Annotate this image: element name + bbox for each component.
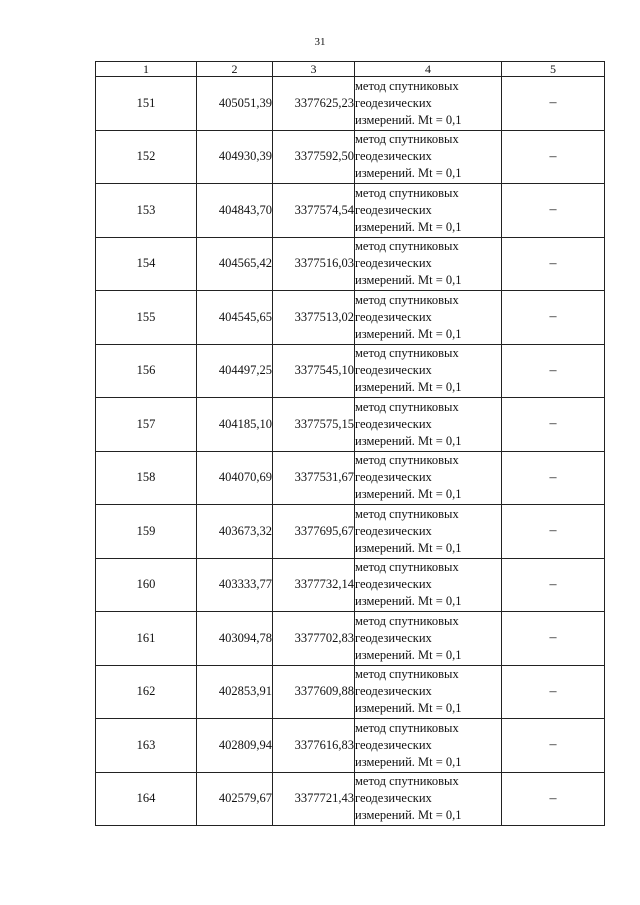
table-row	[96, 184, 605, 238]
method-cell	[355, 291, 502, 345]
method-line-1: метод спутниковых	[355, 78, 459, 93]
point-number-cell: 151	[96, 77, 197, 131]
method-line-3: измерений. Mt = 0,1	[355, 219, 462, 234]
method-cell	[355, 719, 502, 773]
method-line-2: геодезических	[355, 363, 432, 378]
method-cell	[355, 451, 502, 505]
x-coordinate-cell: 404185,10	[197, 398, 273, 452]
method-line-2: геодезических	[355, 256, 432, 271]
header-col-3: 3	[273, 62, 355, 77]
y-coordinate-cell: 3377545,10	[273, 344, 355, 398]
y-coordinate-cell: 3377531,67	[273, 451, 355, 505]
point-number-cell: 158	[96, 451, 197, 505]
point-number-cell: 164	[96, 772, 197, 826]
x-coordinate-cell: 403333,77	[197, 558, 273, 612]
x-coordinate-cell: 404497,25	[197, 344, 273, 398]
method-cell	[355, 398, 502, 452]
method-line-2: геодезических	[355, 416, 432, 431]
method-cell	[355, 558, 502, 612]
point-number-cell: 162	[96, 665, 197, 719]
x-coordinate-cell: 405051,39	[197, 77, 273, 131]
table-row	[96, 130, 605, 184]
method-line-2: геодезических	[355, 202, 432, 217]
method-line-2: геодезических	[355, 309, 432, 324]
point-number-cell: 152	[96, 130, 197, 184]
method-line-3: измерений. Mt = 0,1	[355, 754, 462, 769]
method-line-2: геодезических	[355, 149, 432, 164]
table-row	[96, 344, 605, 398]
method-line-1: метод спутниковых	[355, 720, 459, 735]
y-coordinate-cell: 3377695,67	[273, 505, 355, 559]
y-coordinate-cell: 3377616,83	[273, 719, 355, 773]
method-line-2: геодезических	[355, 577, 432, 592]
x-coordinate-cell: 404843,70	[197, 184, 273, 238]
description-cell: –	[502, 665, 605, 719]
y-coordinate-cell: 3377575,15	[273, 398, 355, 452]
y-coordinate-cell: 3377732,14	[273, 558, 355, 612]
method-line-3: измерений. Mt = 0,1	[355, 487, 462, 502]
method-line-1: метод спутниковых	[355, 346, 459, 361]
method-line-1: метод спутниковых	[355, 132, 459, 147]
method-cell	[355, 505, 502, 559]
method-line-3: измерений. Mt = 0,1	[355, 433, 462, 448]
method-line-2: геодезических	[355, 630, 432, 645]
table-row	[96, 77, 605, 131]
description-cell: –	[502, 291, 605, 345]
method-cell	[355, 344, 502, 398]
method-line-3: измерений. Mt = 0,1	[355, 112, 462, 127]
description-cell: –	[502, 184, 605, 238]
x-coordinate-cell: 404565,42	[197, 237, 273, 291]
y-coordinate-cell: 3377592,50	[273, 130, 355, 184]
point-number-cell: 157	[96, 398, 197, 452]
method-line-1: метод спутниковых	[355, 506, 459, 521]
method-line-1: метод спутниковых	[355, 667, 459, 682]
method-line-3: измерений. Mt = 0,1	[355, 647, 462, 662]
table-row	[96, 451, 605, 505]
method-line-3: измерений. Mt = 0,1	[355, 166, 462, 181]
point-number-cell: 156	[96, 344, 197, 398]
description-cell: –	[502, 344, 605, 398]
method-cell	[355, 612, 502, 666]
description-cell: –	[502, 398, 605, 452]
method-line-2: геодезических	[355, 523, 432, 538]
description-cell: –	[502, 612, 605, 666]
y-coordinate-cell: 3377574,54	[273, 184, 355, 238]
table-row	[96, 291, 605, 345]
table-row	[96, 665, 605, 719]
x-coordinate-cell: 403094,78	[197, 612, 273, 666]
y-coordinate-cell: 3377625,23	[273, 77, 355, 131]
method-line-2: геодезических	[355, 791, 432, 806]
method-cell	[355, 772, 502, 826]
table-row	[96, 772, 605, 826]
method-line-1: метод спутниковых	[355, 560, 459, 575]
table-row	[96, 398, 605, 452]
method-line-3: измерений. Mt = 0,1	[355, 701, 462, 716]
method-line-1: метод спутниковых	[355, 185, 459, 200]
x-coordinate-cell: 402853,91	[197, 665, 273, 719]
method-line-3: измерений. Mt = 0,1	[355, 594, 462, 609]
x-coordinate-cell: 402809,94	[197, 719, 273, 773]
method-line-1: метод спутниковых	[355, 239, 459, 254]
method-line-2: геодезических	[355, 470, 432, 485]
description-cell: –	[502, 77, 605, 131]
x-coordinate-cell: 404930,39	[197, 130, 273, 184]
point-number-cell: 163	[96, 719, 197, 773]
x-coordinate-cell: 402579,67	[197, 772, 273, 826]
method-line-1: метод спутниковых	[355, 399, 459, 414]
header-col-1: 1	[96, 62, 197, 77]
method-line-2: геодезических	[355, 95, 432, 110]
table-row	[96, 505, 605, 559]
table-row	[96, 719, 605, 773]
method-cell	[355, 184, 502, 238]
point-number-cell: 155	[96, 291, 197, 345]
description-cell: –	[502, 451, 605, 505]
description-cell: –	[502, 719, 605, 773]
point-number-cell: 154	[96, 237, 197, 291]
header-col-4: 4	[355, 62, 502, 77]
point-number-cell: 161	[96, 612, 197, 666]
method-line-2: геодезических	[355, 737, 432, 752]
coordinates-table	[95, 61, 605, 826]
method-line-2: геодезических	[355, 684, 432, 699]
x-coordinate-cell: 404545,65	[197, 291, 273, 345]
method-cell	[355, 665, 502, 719]
method-line-3: измерений. Mt = 0,1	[355, 808, 462, 823]
point-number-cell: 160	[96, 558, 197, 612]
description-cell: –	[502, 237, 605, 291]
y-coordinate-cell: 3377513,02	[273, 291, 355, 345]
y-coordinate-cell: 3377516,03	[273, 237, 355, 291]
method-cell	[355, 130, 502, 184]
description-cell: –	[502, 558, 605, 612]
header-col-5: 5	[502, 62, 605, 77]
table-row	[96, 558, 605, 612]
method-line-1: метод спутниковых	[355, 613, 459, 628]
method-line-1: метод спутниковых	[355, 774, 459, 789]
table-body	[96, 77, 605, 826]
y-coordinate-cell: 3377702,83	[273, 612, 355, 666]
method-line-3: измерений. Mt = 0,1	[355, 540, 462, 555]
table-header-row	[96, 62, 605, 77]
method-line-3: измерений. Mt = 0,1	[355, 326, 462, 341]
description-cell: –	[502, 772, 605, 826]
description-cell: –	[502, 130, 605, 184]
table-row	[96, 612, 605, 666]
x-coordinate-cell: 403673,32	[197, 505, 273, 559]
method-line-3: измерений. Mt = 0,1	[355, 380, 462, 395]
method-line-3: измерений. Mt = 0,1	[355, 273, 462, 288]
method-cell	[355, 237, 502, 291]
y-coordinate-cell: 3377721,43	[273, 772, 355, 826]
y-coordinate-cell: 3377609,88	[273, 665, 355, 719]
description-cell: –	[502, 505, 605, 559]
method-line-1: метод спутниковых	[355, 292, 459, 307]
header-col-2: 2	[197, 62, 273, 77]
method-cell	[355, 77, 502, 131]
page-number: 31	[314, 36, 326, 48]
x-coordinate-cell: 404070,69	[197, 451, 273, 505]
point-number-cell: 159	[96, 505, 197, 559]
table-row	[96, 237, 605, 291]
method-line-1: метод спутниковых	[355, 453, 459, 468]
point-number-cell: 153	[96, 184, 197, 238]
